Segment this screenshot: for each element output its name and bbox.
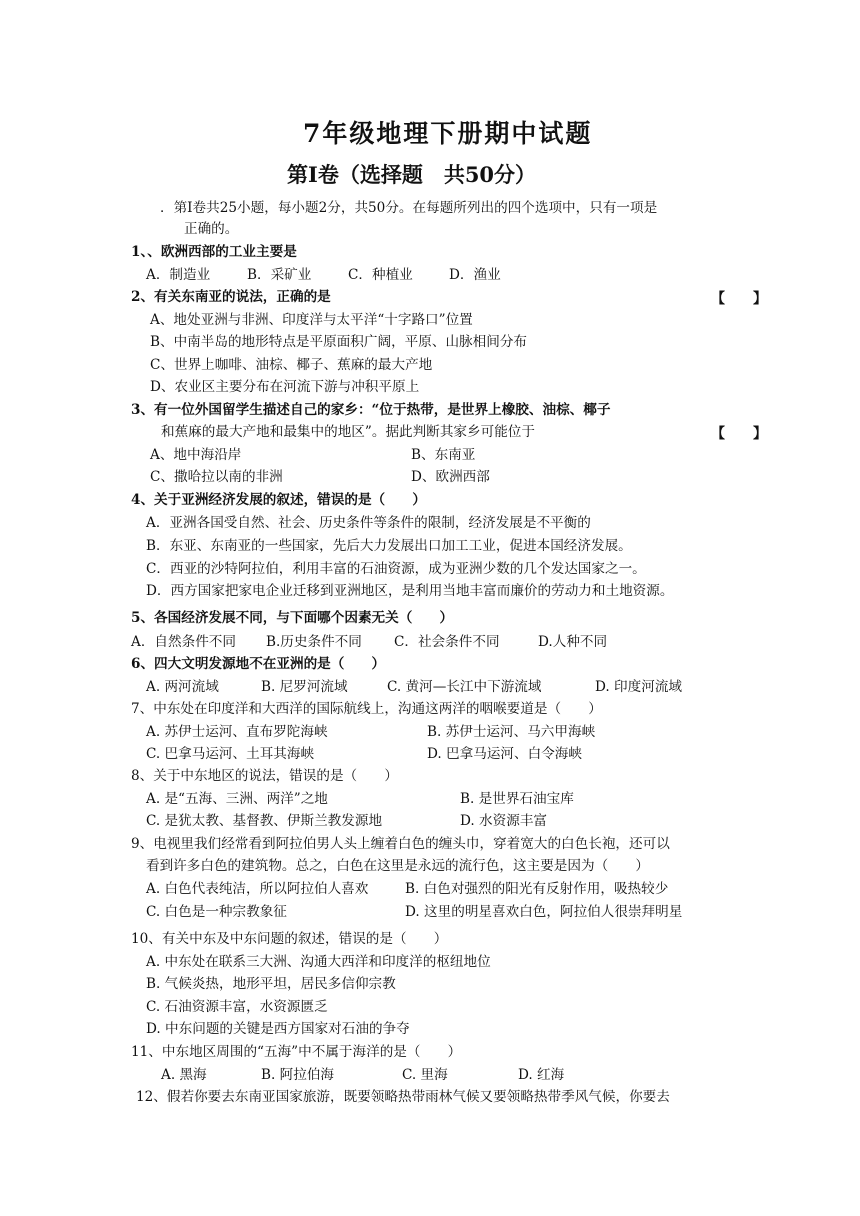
question-6-stem: 6、四大文明发源地不在亚洲的是（ ） (131, 656, 386, 672)
question-9-stem-line-1: 9、电视里我们经常看到阿拉伯男人头上缠着白色的缠头巾，穿着宽大的白色长袍，还可以 (131, 836, 670, 852)
question-9-option-a: A. 白色代表纯洁，所以阿拉伯人喜欢 (146, 881, 369, 897)
question-3-option-d: D、欧洲西部 (411, 469, 490, 485)
instructions-line-2: 正确的。 (184, 221, 239, 237)
question-6-option-d: D. 印度河流域 (595, 679, 683, 695)
instructions-line-1: ．第Ⅰ卷共25小题，每小题2分，共50分。在每题所列出的四个选项中，只有一项是 (160, 200, 658, 216)
question-8-option-c: C. 是犹太教、基督教、伊斯兰教发源地 (146, 813, 383, 829)
question-1-option-a: A．制造业 (146, 267, 211, 283)
question-10-option-d: D. 中东问题的关键是西方国家对石油的争夺 (146, 1021, 410, 1037)
question-4-option-a: A．亚洲各国受自然、社会、历史条件等条件的限制，经济发展是不平衡的 (146, 515, 591, 531)
question-8-option-a: A. 是“五海、三洲、两洋”之地 (146, 791, 328, 807)
question-1-option-d: D．渔业 (449, 267, 501, 283)
question-7-option-b: B. 苏伊士运河、马六甲海峡 (427, 724, 596, 740)
question-6-option-c: C. 黄河—长江中下游流域 (387, 679, 542, 695)
question-2-option-a: A、地处亚洲与非洲、印度洋与太平洋“十字路口”位置 (150, 312, 473, 328)
question-11-option-c: C. 里海 (402, 1067, 448, 1083)
question-11-option-d: D. 红海 (518, 1067, 565, 1083)
question-1-option-b: B．采矿业 (247, 267, 312, 283)
question-2-stem: 2、有关东南亚的说法，正确的是 (131, 289, 331, 305)
question-9-stem-line-2: 看到许多白色的建筑物。总之，白色在这里是永远的流行色，这主要是因为（ ） (146, 858, 649, 874)
question-11-option-a: A. 黑海 (161, 1067, 207, 1083)
question-9-option-b: B. 白色对强烈的阳光有反射作用，吸热较少 (405, 881, 669, 897)
question-9-option-d: D. 这里的明星喜欢白色，阿拉伯人很崇拜明星 (405, 904, 683, 920)
question-3-option-c: C、撒哈拉以南的非洲 (150, 469, 283, 485)
question-4-option-d: D．西方国家把家电企业迁移到亚洲地区，是利用当地丰富而廉价的劳动力和土地资源。 (146, 583, 674, 599)
question-3-answer-bracket: 【 】 (711, 426, 767, 442)
question-8-option-b: B. 是世界石油宝库 (460, 791, 574, 807)
question-3-option-b: B、东南亚 (411, 447, 476, 463)
question-10-option-c: C. 石油资源丰富，水资源匮乏 (146, 999, 328, 1015)
question-9-option-c: C. 白色是一种宗教象征 (146, 904, 287, 920)
question-6-option-a: A. 两河流域 (146, 679, 219, 695)
question-1-stem: 1、、欧洲西部的工业主要是 (131, 244, 297, 260)
question-5-option-c: C．社会条件不同 (394, 634, 500, 650)
question-2-answer-bracket: 【 】 (711, 291, 767, 307)
page-title: 7年级地理下册期中试题 (303, 119, 593, 148)
question-11-stem: 11、中东地区周围的“五海”中不属于海洋的是（ ） (131, 1044, 462, 1060)
question-1-option-c: C．种植业 (348, 267, 413, 283)
question-3-stem-line-2: 和蕉麻的最大产地和最集中的地区”。据此判断其家乡可能位于 (161, 424, 535, 440)
question-7-stem: 7、中东处在印度洋和大西洋的国际航线上，沟通这两洋的咽喉要道是（ ） (131, 701, 602, 717)
question-5-option-a: A．自然条件不同 (131, 634, 236, 650)
question-7-option-a: A. 苏伊士运河、直布罗陀海峡 (146, 724, 328, 740)
question-6-option-b: B. 尼罗河流域 (261, 679, 348, 695)
question-11-option-b: B. 阿拉伯海 (261, 1067, 335, 1083)
question-5-option-b: B.历史条件不同 (266, 634, 362, 650)
question-8-option-d: D. 水资源丰富 (460, 813, 548, 829)
question-3-option-a: A、地中海沿岸 (150, 447, 242, 463)
question-2-option-c: C、世界上咖啡、油棕、椰子、蕉麻的最大产地 (150, 357, 433, 373)
question-8-stem: 8、关于中东地区的说法，错误的是（ ） (131, 768, 398, 784)
question-4-stem: 4、关于亚洲经济发展的叙述，错误的是（ ） (131, 492, 426, 508)
question-7-option-d: D. 巴拿马运河、白令海峡 (427, 746, 582, 762)
question-10-option-a: A. 中东处在联系三大洲、沟通大西洋和印度洋的枢纽地位 (146, 954, 491, 970)
question-7-option-c: C. 巴拿马运河、土耳其海峡 (146, 746, 315, 762)
section-subtitle: 第Ⅰ卷（选择题 共50分） (287, 162, 537, 187)
question-4-option-b: B．东亚、东南亚的一些国家，先后大力发展出口加工工业，促进本国经济发展。 (146, 538, 632, 554)
question-5-option-d: D.人种不同 (538, 634, 608, 650)
question-12-stem: 12、假若你要去东南亚国家旅游，既要领略热带雨林气候又要领略热带季风气候，你要去 (136, 1089, 670, 1105)
question-10-option-b: B. 气候炎热，地形平坦，居民多信仰宗教 (146, 976, 396, 992)
question-3-stem-line-1: 3、有一位外国留学生描述自己的家乡：“位于热带，是世界上橡胶、油棕、椰子 (131, 402, 611, 418)
question-2-option-b: B、中南半岛的地形特点是平原面积广阔，平原、山脉相间分布 (150, 334, 528, 350)
question-2-option-d: D、农业区主要分布在河流下游与冲积平原上 (150, 379, 420, 395)
question-4-option-c: C．西亚的沙特阿拉伯，利用丰富的石油资源，成为亚洲少数的几个发达国家之一。 (146, 561, 646, 577)
question-10-stem: 10、有关中东及中东问题的叙述，错误的是（ ） (131, 931, 448, 947)
question-5-stem: 5、各国经济发展不同，与下面哪个因素无关（ ） (131, 610, 454, 626)
